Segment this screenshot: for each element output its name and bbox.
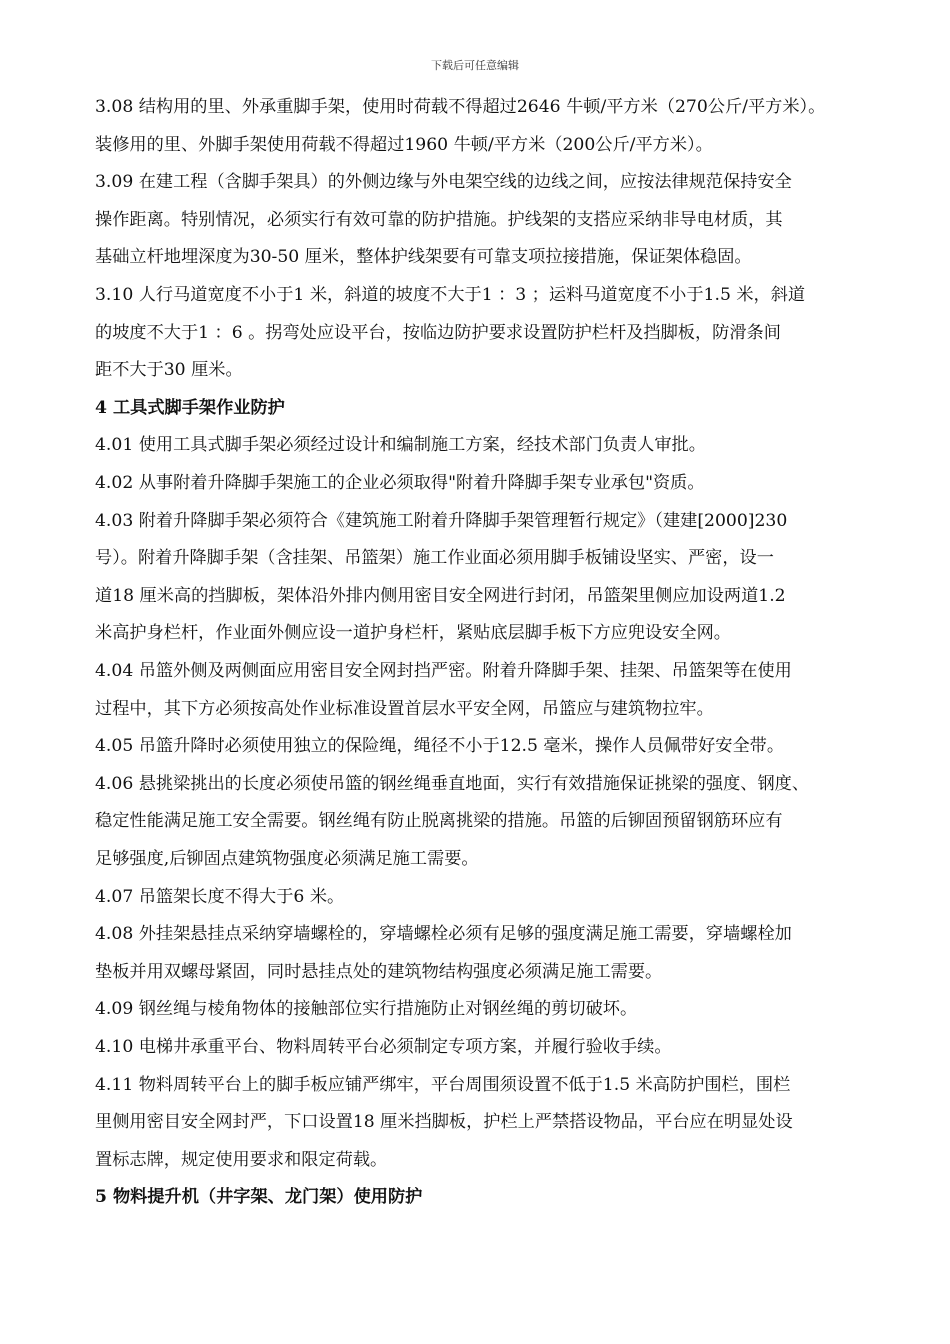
- text-line: 的坡度不大于1 ：6 。拐弯处应设平台，按临边防护要求设置防护栏杆及挡脚板，防滑条间: [95, 322, 781, 343]
- text-line: 过程中，其下方必须按高处作业标准设置首层水平安全网，吊篮应与建筑物拉牢。: [95, 698, 714, 719]
- section-heading: 5 物料提升机（井字架、龙门架）使用防护: [95, 1187, 423, 1208]
- text-line: 4.11 物料周转平台上的脚手板应铺严绑牢，平台周围须设置不低于1.5 米高防护围栏，围栏: [95, 1074, 791, 1095]
- text-line: 米高护身栏杆，作业面外侧应设一道护身栏杆，紧贴底层脚手板下方应兜设安全网。: [95, 623, 731, 644]
- text-line: 3.09 在建工程（含脚手架具）的外侧边缘与外电架空线的边线之间，应按法律规范保持安全: [95, 172, 792, 193]
- section-heading: 4 工具式脚手架作业防护: [95, 397, 285, 418]
- text-line: 4.10 电梯井承重平台、物料周转平台必须制定专项方案，并履行验收手续。: [95, 1037, 672, 1057]
- text-line: 4.02 从事附着升降脚手架施工的企业必须取得"附着升降脚手架专业承包"资质。: [95, 473, 705, 493]
- text-line: 4.04 吊篮外侧及两侧面应用密目安全网封挡严密。附着升降脚手架、挂架、吊篮架等在使用: [95, 661, 792, 681]
- text-line: 装修用的里、外脚手架使用荷载不得超过1960 牛顿/平方米（200公斤/平方米）。: [95, 134, 713, 155]
- text-line: 基础立杆地埋深度为30-50 厘米，整体护线架要有可靠支项拉接措施，保证架体稳固。: [95, 247, 752, 268]
- text-line: 4.07 吊篮架长度不得大于6 米。: [95, 886, 345, 907]
- text-line: 足够强度,后铆固点建筑物强度必须满足施工需要。: [95, 849, 479, 869]
- text-line: 操作距离。特别情况，必须实行有效可靠的防护措施。护线架的支搭应采纳非导电材质，其: [95, 209, 783, 230]
- text-line: 距不大于30 厘米。: [95, 360, 243, 381]
- text-line: 4.01 使用工具式脚手架必须经过设计和编制施工方案，经技术部门负责人审批。: [95, 435, 706, 456]
- text-line: 垫板并用双螺母紧固，同时悬挂点处的建筑物结构强度必须满足施工需要。: [95, 961, 663, 982]
- text-line: 4.09 钢丝绳与棱角物体的接触部位实行措施防止对钢丝绳的剪切破坏。: [95, 999, 638, 1020]
- text-line: 置标志牌，规定使用要求和限定荷载。: [95, 1149, 388, 1170]
- text-line: 号）。附着升降脚手架（含挂架、吊篮架）施工作业面必须用脚手板铺设坚实、严密，设一: [95, 548, 774, 569]
- text-line: 3.08 结构用的里、外承重脚手架，使用时荷载不得超过2646 牛顿/平方米（270公斤/平方米）。: [95, 97, 826, 117]
- page-header: 下载后可任意编辑: [431, 59, 519, 72]
- text-line: 4.03 附着升降脚手架必须符合《建筑施工附着升降脚手架管理暂行规定》（建建[2000]230: [95, 510, 788, 531]
- text-line: 3.10 人行马道宽度不小于1 米，斜道的坡度不大于1 ：3 ；运料马道宽度不小于1.5 米，斜道: [95, 285, 806, 305]
- text-line: 4.05 吊篮升降时必须使用独立的保险绳，绳径不小于12.5 毫米，操作人员佩带好安全带。: [95, 736, 785, 757]
- text-line: 4.08 外挂架悬挂点采纳穿墙螺栓的，穿墙螺栓必须有足够的强度满足施工需要，穿墙螺栓加: [95, 924, 792, 945]
- text-line: 4.06 悬挑梁挑出的长度必须使吊篮的钢丝绳垂直地面，实行有效措施保证挑梁的强度、钢度、: [95, 773, 810, 794]
- text-line: 稳定性能满足施工安全需要。钢丝绳有防止脱离挑梁的措施。吊篮的后铆固预留钢筋环应有: [95, 811, 783, 832]
- text-line: 道18 厘米高的挡脚板，架体沿外排内侧用密目安全网进行封闭，吊篮架里侧应加设两道1.2: [95, 585, 786, 606]
- text-line: 里侧用密目安全网封严，下口设置18 厘米挡脚板，护栏上严禁搭设物品，平台应在明显处设: [95, 1112, 793, 1133]
